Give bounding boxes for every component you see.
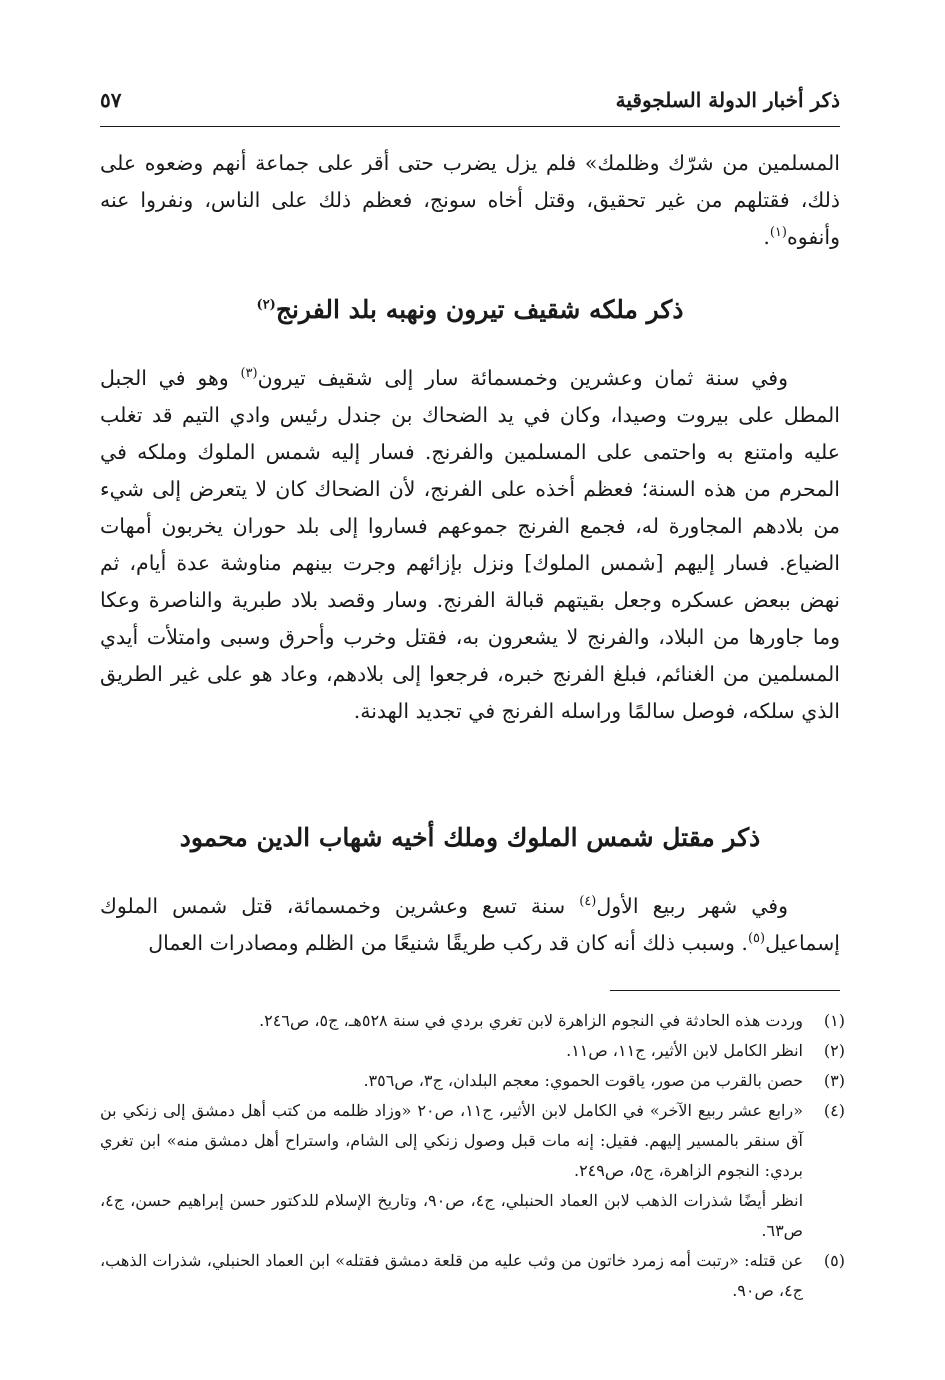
footnote-number: (٤) <box>823 1101 845 1120</box>
footnotes <box>100 1006 845 1306</box>
section-2-text-a: وفي شهر ربيع الأول <box>596 894 789 918</box>
section-2-paragraph <box>100 888 840 962</box>
footnote-ref: (٤) <box>579 894 597 910</box>
footnote-item <box>100 1186 845 1246</box>
footnote-text: «رابع عشر ربيع الآخر» في الكامل لابن الأثير، ج١١، ص٢٠ «وزاد ظلمه من كتب أهل دمشق إلى زنكي بن آق سنقر بالمسير إليهم. فقيل: إنه مات قبل وصول زنكي إلى الشام، واستراح أهل دمشق منه» ابن تغري بردي: النجوم الزاهرة، ج٥، ص٢٤٩. <box>100 1101 804 1180</box>
intro-end: . <box>763 225 770 249</box>
footnote-rule <box>610 990 840 991</box>
footnote-ref: (١) <box>769 225 787 241</box>
section-1-text-a: وفي سنة ثمان وعشرين وخمسمائة سار إلى شقيف تيرون <box>257 366 788 390</box>
section-1-text-b: وهو في الجبل المطل على بيروت وصيدا، وكان في يد الضحاك بن جندل رئيس وادي التيم قد تغلب عليه وامتنع به واحتمى على المسلمين والفرنج. فسار إليه شمس الملوك وملكه في المحرم من هذه السنة؛ فعظم أخذه على الفرنج، لأن الضحاك كان لا يتعرض إلى شيء من بلادهم المجاورة له، فجمع الفرنج جموعهم فساروا إلى بلد حوران يخربون أمهات الضياع. فسار إليهم [شمس الملوك] ونزل بإزائهم وجرت بينهم مناوشة عدة أيام، ثم نهض ببعض عسكره وجعل بقيتهم قبالة الفرنج. وسار وقصد بلاد طبرية والناصرة وعكا وما جاورها من البلاد، والفرنج لا يشعرون به، فقتل وخرب وأحرق وسبى وامتلأت أيدي المسلمين من الغنائم، فبلغ الفرنج خبره، فرجعوا إلى بلادهم، وعاد هو على غير الطريق الذي سلكه، فوصل سالمًا وراسله الفرنج في تجديد الهدنة. <box>100 366 840 723</box>
footnote-item <box>100 1066 845 1096</box>
footnote-text: حصن بالقرب من صور، ياقوت الحموي: معجم البلدان، ج٣، ص٣٥٦. <box>363 1071 803 1090</box>
footnote-item <box>100 1246 845 1306</box>
header-rule <box>100 126 840 127</box>
section-heading-2 <box>100 818 840 858</box>
intro-text: المسلمين من شرّك وظلمك» فلم يزل يضرب حتى أقر على جماعة أنهم وضعوه على ذلك، فقتلهم من غير تحقيق، وقتل أخاه سونج، فعظم ذلك على الناس، ونفروا عنه وأنفوه <box>100 151 840 249</box>
footnote-number <box>803 1186 845 1246</box>
footnote-text: عن قتله: «رتبت أمه زمرد خاتون من وثب عليه من قلعة دمشق فقتله» ابن العماد الحنبلي، شذرات الذهب، ج٤، ص٩٠. <box>100 1251 803 1300</box>
running-title: ذكر أخبار الدولة السلجوقية <box>615 88 840 112</box>
section-heading-1-text: ذكر ملكه شقيف تيرون ونهبه بلد الفرنج <box>275 295 684 324</box>
footnote-number: (١) <box>823 1011 845 1030</box>
page-number: ٥٧ <box>100 88 122 112</box>
section-2-text-b: سنة تسع وعشرين وخمسمائة، قتل شمس الملوك إسماعيل <box>100 894 840 955</box>
footnote-item <box>100 1096 845 1186</box>
footnote-number: (٥) <box>823 1251 845 1270</box>
footnote-number: (٢) <box>823 1041 845 1060</box>
section-heading-1 <box>100 290 840 330</box>
intro-paragraph <box>100 145 840 256</box>
footnote-text: انظر أيضًا شذرات الذهب لابن العماد الحنبلي، ج٤، ص٩٠، وتاريخ الإسلام للدكتور حسن إبراهيم حسن، ج٤، ص٦٣. <box>100 1191 804 1240</box>
running-head <box>100 88 840 122</box>
section-1-paragraph <box>100 360 840 730</box>
footnote-ref: (٥) <box>747 931 766 947</box>
footnote-ref: (٢) <box>256 297 276 313</box>
section-2-text-c: . وسبب ذلك أنه كان قد ركب طريقًا شنيعًا من الظلم ومصادرات العمال <box>148 931 748 955</box>
footnote-text: وردت هذه الحادثة في النجوم الزاهرة لابن تغري بردي في سنة ٥٢٨هـ، ج٥، ص٢٤٦. <box>259 1011 803 1030</box>
footnote-item <box>100 1006 845 1036</box>
footnote-text: انظر الكامل لابن الأثير، ج١١، ص١١. <box>566 1041 803 1060</box>
footnote-number: (٣) <box>823 1071 845 1090</box>
section-heading-2-text: ذكر مقتل شمس الملوك وملك أخيه شهاب الدين محمود <box>179 823 761 852</box>
footnote-ref: (٣) <box>240 366 258 382</box>
footnote-item <box>100 1036 845 1066</box>
